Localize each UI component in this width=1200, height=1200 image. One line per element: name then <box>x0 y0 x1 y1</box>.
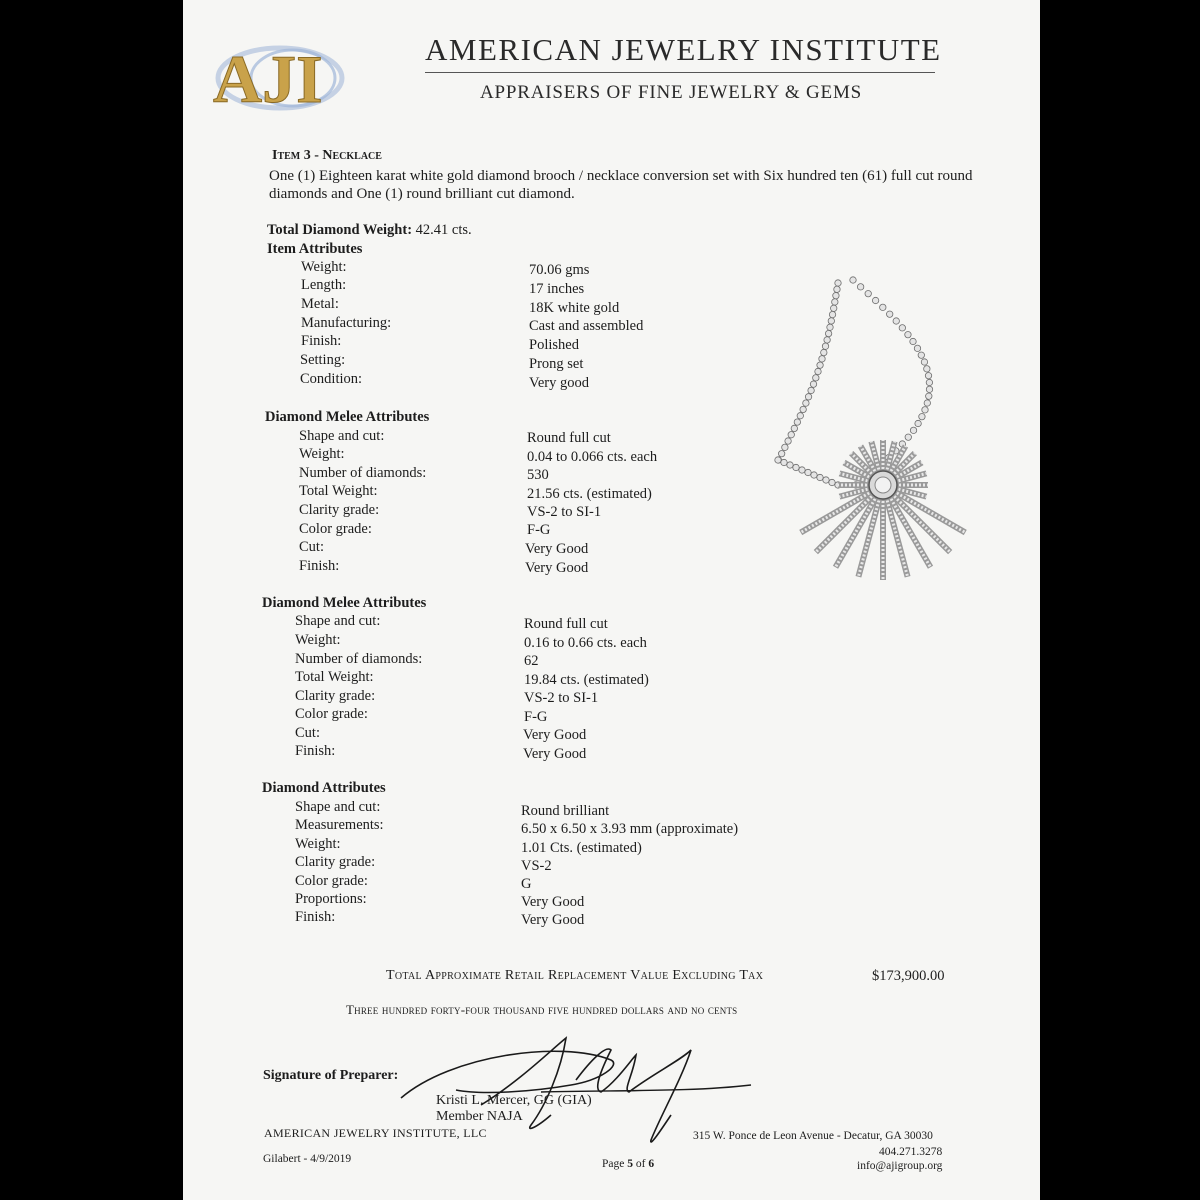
attr-value: 62 <box>524 653 539 669</box>
attr-label: Finish: <box>301 333 342 349</box>
attr-value: Very Good <box>521 894 585 910</box>
svg-text:AJI: AJI <box>213 41 323 117</box>
footer-phone: 404.271.3278 <box>879 1146 943 1158</box>
item-description: One (1) Eighteen karat white gold diamond brooch / necklace conversion set with Six hundred ten (61) full cut round diamonds and One (1) round brilliant cut diamond. <box>269 168 973 202</box>
attr-value: 19.84 cts. (estimated) <box>524 672 649 688</box>
attr-label: Manufacturing: <box>301 315 392 331</box>
attr-value: 17 inches <box>529 281 585 297</box>
appraisal-document <box>183 0 1040 1200</box>
page-current: 5 <box>627 1158 633 1170</box>
attr-value: Round full cut <box>524 616 608 632</box>
attr-value: Prong set <box>529 356 584 372</box>
attr-label: Finish: <box>295 909 336 925</box>
attr-value: VS-2 <box>521 858 552 874</box>
attr-label: Measurements: <box>295 817 384 833</box>
attr-value: 70.06 gms <box>529 262 590 278</box>
total-value-amount: $173,900.00 <box>872 968 945 984</box>
attr-value: Very Good <box>525 541 589 557</box>
signature-label: Signature of Preparer: <box>263 1068 399 1083</box>
attr-value: Polished <box>529 337 579 353</box>
attr-label: Cut: <box>299 539 324 555</box>
total-value-label: Total Approximate Retail Replacement Value Excluding Tax <box>386 968 764 983</box>
footer-company: AMERICAN JEWELRY INSTITUTE, LLC <box>264 1126 487 1140</box>
attr-value: Very Good <box>521 912 585 928</box>
attr-label: Proportions: <box>295 891 367 907</box>
attr-label: Color grade: <box>295 706 368 722</box>
attr-label: Color grade: <box>295 873 368 889</box>
attr-value: Very Good <box>523 746 587 762</box>
attr-value: Cast and assembled <box>529 318 644 334</box>
attr-value: Round brilliant <box>521 803 610 819</box>
melee-2-heading: Diamond Melee Attributes <box>262 595 427 611</box>
attr-label: Weight: <box>299 446 345 462</box>
attr-value: F-G <box>527 522 551 538</box>
footer-address: 315 W. Ponce de Leon Avenue - Decatur, GA 30030 <box>693 1130 933 1142</box>
attr-label: Weight: <box>295 632 341 648</box>
attr-label: Setting: <box>300 352 346 368</box>
attr-value: 6.50 x 6.50 x 3.93 mm (approximate) <box>521 821 739 837</box>
institute-subtitle: APPRAISERS OF FINE JEWELRY & GEMS <box>480 82 863 103</box>
melee-1-heading: Diamond Melee Attributes <box>265 409 430 425</box>
attr-value: 0.04 to 0.066 cts. each <box>527 449 658 465</box>
attr-value: 1.01 Cts. (estimated) <box>521 840 642 856</box>
page-total: 6 <box>648 1158 655 1170</box>
diamond-heading: Diamond Attributes <box>262 780 386 796</box>
attr-value: G <box>521 876 532 892</box>
attr-label: Clarity grade: <box>295 688 376 704</box>
attr-label: Cut: <box>295 725 320 741</box>
total-value-in-words: Three hundred forty-four thousand five hundred dollars and no cents <box>346 1002 738 1017</box>
preparer-name: Kristi L. Mercer, GG (GIA) <box>436 1093 592 1108</box>
attr-value: 18K white gold <box>529 300 620 316</box>
page-number <box>602 1158 654 1170</box>
attr-value: 0.16 to 0.66 cts. each <box>524 635 647 651</box>
attr-label: Shape and cut: <box>299 428 385 444</box>
footer-email: info@ajigroup.org <box>857 1160 943 1172</box>
attr-value: Very Good <box>523 727 587 743</box>
institute-name: AMERICAN JEWELRY INSTITUTE <box>425 32 942 67</box>
attr-label: Weight: <box>295 836 341 852</box>
total-diamond-weight <box>267 222 472 239</box>
attr-value: Round full cut <box>527 430 611 446</box>
attr-value: Very good <box>529 375 590 391</box>
footer-client-date: Gilabert - 4/9/2019 <box>263 1153 352 1165</box>
attr-value: 21.56 cts. (estimated) <box>527 486 652 502</box>
attr-label: Number of diamonds: <box>295 651 423 667</box>
attr-label: Clarity grade: <box>295 854 376 870</box>
attr-value: VS-2 to SI-1 <box>527 504 602 520</box>
attr-label: Shape and cut: <box>295 799 381 815</box>
necklace-photo <box>753 275 1003 615</box>
page-prefix: Page <box>602 1158 628 1170</box>
attr-label: Finish: <box>299 558 340 574</box>
attr-label: Metal: <box>301 296 339 312</box>
item-heading: Item 3 - Necklace <box>272 148 382 163</box>
item-attributes-heading: Item Attributes <box>267 241 363 257</box>
attr-label: Finish: <box>295 743 336 759</box>
attr-label: Condition: <box>300 371 363 387</box>
attr-label: Number of diamonds: <box>299 465 427 481</box>
attr-label: Weight: <box>301 259 347 275</box>
preparer-membership: Member NAJA <box>436 1109 523 1124</box>
attr-value: VS-2 to SI-1 <box>524 690 599 706</box>
attr-value: 530 <box>527 467 549 483</box>
attr-label: Clarity grade: <box>299 502 380 518</box>
attr-label: Shape and cut: <box>295 613 381 629</box>
header-rule <box>425 72 935 73</box>
total-diamond-weight-value: 42.41 cts. <box>415 222 472 238</box>
page-mid: of <box>632 1158 649 1170</box>
attr-label: Length: <box>301 277 347 293</box>
aji-logo <box>205 28 355 123</box>
total-diamond-weight-label: Total Diamond Weight: <box>267 222 413 238</box>
attr-value: F-G <box>524 709 548 725</box>
attr-label: Total Weight: <box>295 669 374 685</box>
attr-value: Very Good <box>525 560 589 576</box>
attr-label: Color grade: <box>299 521 372 537</box>
attr-label: Total Weight: <box>299 483 378 499</box>
